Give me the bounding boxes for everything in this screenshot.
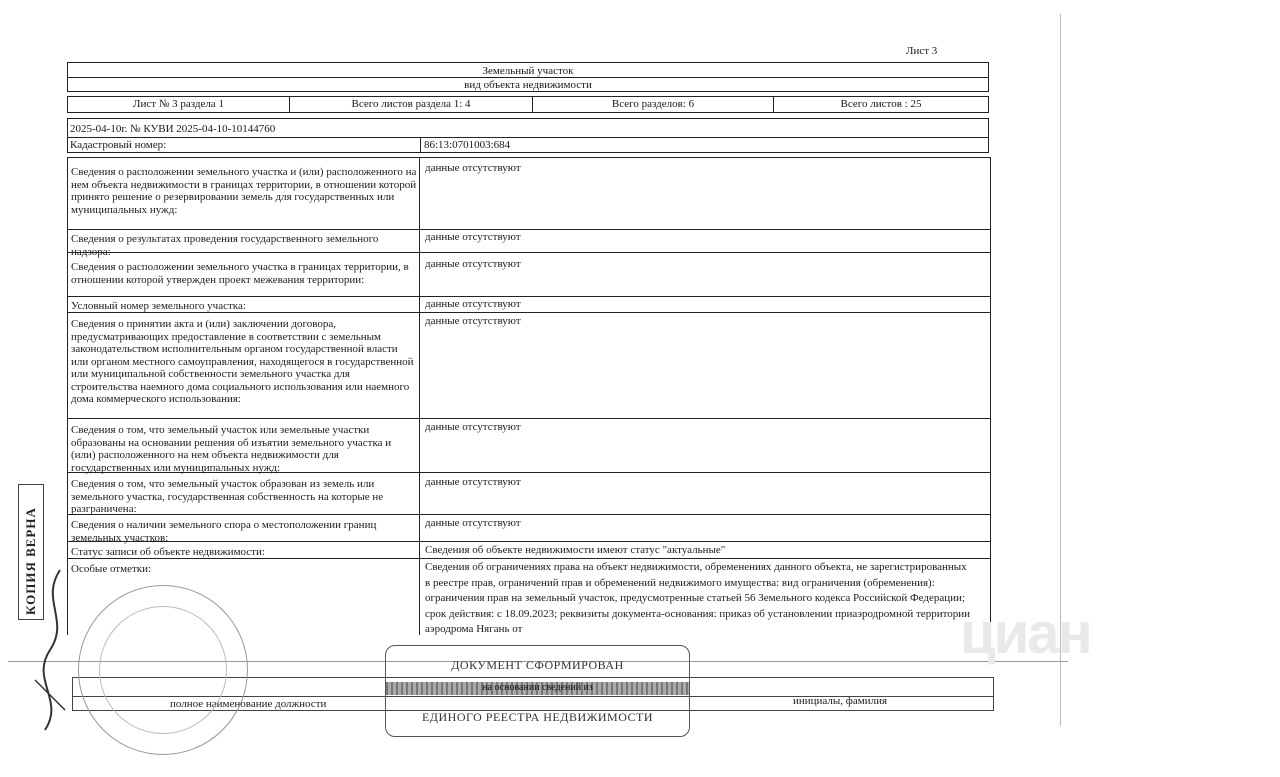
doc-info-block [67,118,989,153]
watermark-logo: циан [960,601,1091,666]
row-undivided-land-label: Сведения о том, что земельный участок образован из земель или земельного участка, государственная собственность на которые не разграничена: [71,478,384,515]
name-caption: инициалы, фамилия [793,695,888,707]
position-caption: полное наименование должности [170,698,327,710]
stamp-line-1: ДОКУМЕНТ СФОРМИРОВАН [451,658,624,672]
row-seizure-value: данные отсутствуют [425,421,521,433]
cadastral-value: 86:13:0701003:684 [424,139,511,151]
stamp-line-3: ЕДИНОГО РЕЕСТРА НЕДВИЖИМОСТИ [421,710,654,724]
row-supervision-value: данные отсутствуют [425,231,521,243]
row-conditional-number-label: Условный номер земельного участка: [71,300,246,312]
row-record-status-label: Статус записи об объекте недвижимости: [71,546,265,558]
row-conditional-number-value: данные отсутствуют [425,298,521,310]
row-special-notes-label: Особые отметки: [71,563,152,575]
row-supervision-label: Сведения о результатах проведения государственного земельного надзора: [71,233,379,258]
row-seizure-label: Сведения о том, что земельный участок или земельные участки образованы на основании решения об изъятии земельного участка и (или) расположенного на нем объекта недвижимости для государственных или муниципальных нужд: [71,424,392,474]
row-record-status-value: Сведения об объекте недвижимости имеют статус "актуальные" [425,544,726,556]
header-cell-sheet: Лист № 3 раздела 1 [68,97,290,112]
row-rental-housing-value: данные отсутствуют [425,315,521,327]
certified-copy-text: КОПИЯ ВЕРНА [23,507,38,615]
title-block [67,62,989,92]
stamp-line-2: на основании сведений из [482,682,593,693]
header-cell-sections: Всего разделов: 6 [533,97,774,112]
row-land-dispute-label: Сведения о наличии земельного спора о местоположении границ земельных участков: [71,519,377,544]
header-cell-section-sheets: Всего листов раздела 1: 4 [290,97,533,112]
sheet-label: Лист 3 [906,45,938,57]
round-seal [78,585,248,755]
cadastral-label: Кадастровый номер: [70,139,167,151]
row-rental-housing-label: Сведения о принятии акта и (или) заключении договора, предусматривающих предоставление в соответствии с земельным законодательством исполнительным органом государственной власти или органом местного самоуправления, находящегося в государственной или муниципальной собственности земельного участка для строительства наемного дома социального использования или наемного дома коммерческого использования: [71,318,414,405]
header-row [67,96,989,113]
row-reservation-label: Сведения о расположении земельного участка и (или) расположенного на нем объекта недвижимости в границах территории, в отношении которой принято решение о резервировании земель для государственных или муниципальных нужд: [71,166,417,216]
row-survey-label: Сведения о расположении земельного участка в границах территории, в отношении которой утвержден проект межевания территории: [71,261,409,286]
doc-number: 2025-04-10г. № КУВИ 2025-04-10-10144760 [70,123,276,135]
row-reservation-value: данные отсутствуют [425,162,521,174]
document-subtitle: вид объекта недвижимости [464,79,592,91]
row-survey-value: данные отсутствуют [425,258,521,270]
document-title: Земельный участок [482,65,574,77]
row-land-dispute-value: данные отсутствуют [425,517,521,529]
electronic-document-stamp [385,645,690,737]
row-special-notes-value: Сведения об ограничениях права на объект недвижимости, обременениях данного объекта, не зарегистрированных в реестре прав, ограничений прав и обременений недвижимого имущества: вид ограничения (обременения): ограничения прав на земельный участок, предусмотренные статьей 56 Земельного кодекса Российской Федерации; срок действия: с 18.09.2023; реквизиты документа-основания: приказ об установлении приаэродромной территории аэродрома Нягань от [425,561,970,635]
header-cell-total-sheets: Всего листов : 25 [840,98,922,110]
row-undivided-land-value: данные отсутствуют [425,476,521,488]
handwritten-signature [20,560,80,740]
